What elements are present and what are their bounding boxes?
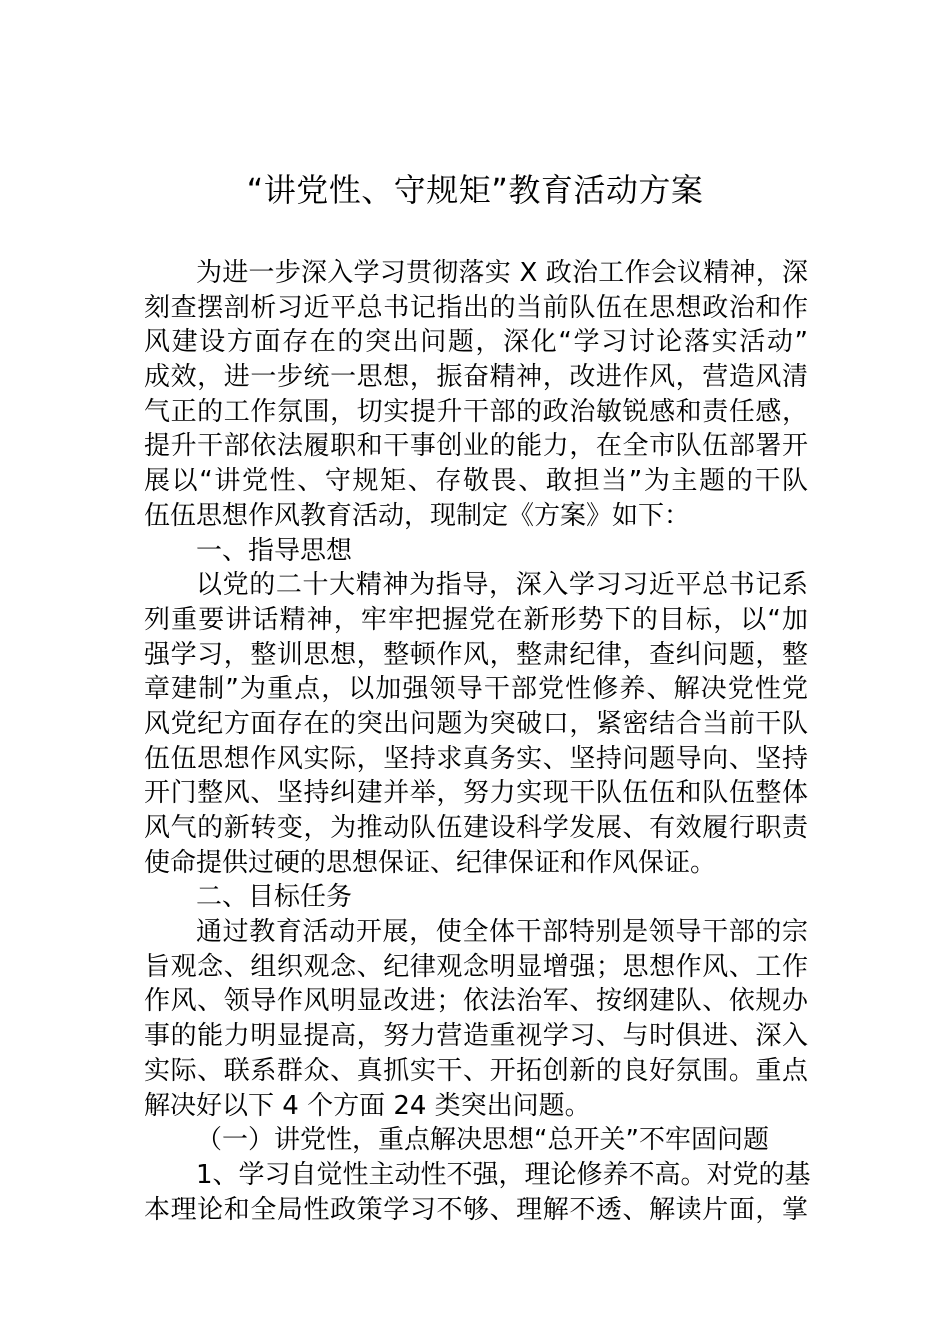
paragraph-line: 列重要讲话精神，牢牢把握党在新形势下的目标，以“加 (144, 604, 808, 635)
paragraph-line: 刻查摆剖析习近平总书记指出的当前队伍在思想政治和作 (144, 292, 808, 323)
paragraph-line: 气正的工作氛围，切实提升干部的政治敏锐感和责任感， (144, 396, 808, 427)
paragraph-line: 风党纪方面存在的突出问题为突破口，紧密结合当前干队 (144, 708, 808, 739)
document-title: “讲党性、守规矩”教育活动方案 (246, 171, 704, 209)
paragraph-line: 展以“讲党性、守规矩、存敬畏、敢担当”为主题的干队 (144, 466, 808, 497)
paragraph-line: 强学习，整训思想，整顿作风，整肃纪律，查纠问题，整 (144, 639, 808, 670)
paragraph-line: 作风、领导作风明显改进；依法治军、按纲建队、依规办 (144, 986, 808, 1017)
paragraph-line: 本理论和全局性政策学习不够、理解不透、解读片面，掌 (144, 1194, 808, 1225)
paragraph-line: 旨观念、组织观念、纪律观念明显增强；思想作风、工作 (144, 951, 808, 982)
paragraph-line: 开门整风、坚持纠建并举，努力实现干队伍伍和队伍整体 (144, 778, 808, 809)
section-heading: 二、目标任务 (196, 882, 353, 913)
paragraph-line: 风气的新转变，为推动队伍建设科学发展、有效履行职责 (144, 813, 808, 843)
paragraph-line: 以党的二十大精神为指导，深入学习习近平总书记系 (196, 570, 808, 601)
paragraph-line: 风建设方面存在的突出问题，深化“学习讨论落实活动” (144, 327, 808, 358)
subsection-heading: （一）讲党性，重点解决思想“总开关”不牢固问题 (196, 1125, 769, 1156)
paragraph-line: 通过教育活动开展，使全体干部特别是领导干部的宗 (196, 917, 808, 948)
paragraph-line: 事的能力明显提高，努力营造重视学习、与时俱进、深入 (144, 1021, 808, 1052)
paragraph-line: 1、学习自觉性主动性不强，理论修养不高。对党的基 (196, 1159, 811, 1190)
paragraph-line: 章建制”为重点，以加强领导干部党性修养、解决党性党 (144, 674, 808, 705)
paragraph-line: 使命提供过硬的思想保证、纪律保证和作风保证。 (144, 847, 717, 878)
paragraph-line: 解决好以下 4 个方面 24 类突出问题。 (144, 1090, 591, 1121)
paragraph-line: 实际、联系群众、真抓实干、开拓创新的良好氛围。重点 (144, 1055, 808, 1086)
paragraph-line: 提升干部依法履职和干事创业的能力，在全市队伍部署开 (144, 431, 808, 462)
paragraph-line: 伍伍思想作风实际，坚持求真务实、坚持问题导向、坚持 (144, 743, 808, 774)
section-heading: 一、指导思想 (196, 535, 353, 566)
paragraph-line: 伍伍思想作风教育活动，现制定《方案》如下： (144, 500, 691, 531)
paragraph-line: 成效，进一步统一思想，振奋精神，改进作风，营造风清 (144, 362, 808, 393)
paragraph-line: 为进一步深入学习贯彻落实 X 政治工作会议精神，深 (196, 258, 808, 288)
document-body (144, 256, 811, 1227)
